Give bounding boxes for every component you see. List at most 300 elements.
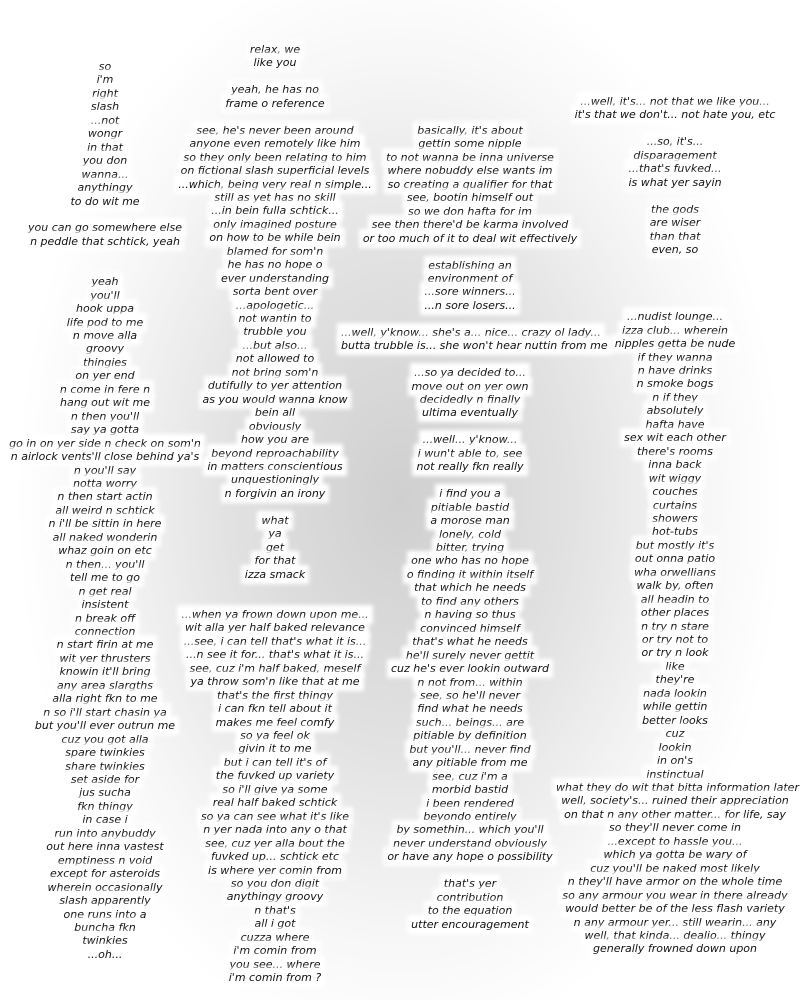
verse-line-text: see, bootin himself out (406, 191, 534, 205)
verse-line-text: the gods (651, 202, 699, 216)
verse-line-text: tell me to go (70, 571, 140, 585)
verse-line-text: wit wiggy (648, 471, 702, 485)
verse-line-text: or try n look (641, 646, 709, 660)
verse-line (555, 404, 795, 417)
verse-line-text: n that's (254, 903, 296, 917)
verse-line-text: n move alla (72, 329, 138, 343)
verse-line-text: they're (655, 673, 695, 687)
verse-line-text: environment of (427, 271, 513, 285)
verse-line (555, 539, 795, 552)
verse-line-text: like you (253, 56, 297, 70)
verse-line-text: ever understanding (220, 271, 330, 285)
verse-line-text: makes me feel comfy (215, 715, 335, 729)
verse-line-text: relax, we (249, 43, 301, 56)
verse-line-text: anythingy groovy (226, 890, 324, 904)
verse-line-text: to do wit me (70, 194, 140, 208)
verse-line (175, 958, 375, 971)
verse-line (555, 633, 795, 646)
verse-line (555, 337, 795, 350)
verse-line (555, 135, 795, 148)
verse-line-text: so you don digit (230, 877, 320, 891)
verse-line (555, 472, 795, 485)
verse-line-text: in matters conscientious (207, 460, 343, 474)
verse-line-text: slash (90, 100, 120, 114)
poem-column-right (555, 95, 799, 956)
verse-line-text: any area slargths (56, 678, 154, 692)
verse-line-text: blamed for som'n (226, 244, 324, 258)
verse-line-text: anythingy (77, 181, 133, 195)
verse-line-text: basically, it's about (417, 124, 523, 137)
verse-line-text: see, cuz yer alla bout the (205, 836, 345, 850)
verse-line-text: so any armour you wear in there already (562, 888, 788, 902)
verse-line-text: or have any hope o possibility (387, 850, 553, 864)
verse-line-text: disparagement (633, 148, 717, 162)
verse-line (555, 875, 795, 888)
verse-line-text: i'm comin from ? (228, 971, 322, 985)
verse-line-text: a morose man (430, 514, 510, 528)
verse-line-text: all weird n schtick (55, 503, 155, 517)
verse-line-text: for that (254, 554, 296, 568)
verse-line (555, 243, 795, 256)
verse-line (555, 485, 795, 498)
verse-line-text: knowin it'll bring (59, 665, 151, 679)
verse-line-text: pitiable bastid (430, 500, 510, 514)
verse-line (175, 971, 375, 984)
verse-line (555, 848, 795, 861)
verse-line-text: curtains (652, 498, 698, 512)
verse-line-text: like (665, 659, 685, 673)
verse-line-text: ultima eventually (421, 406, 518, 420)
verse-line-text: cuz you'll be naked most likely (590, 861, 760, 875)
verse-line (555, 203, 795, 216)
verse-line-text: or too much of it to deal wit effectively (362, 231, 578, 245)
verse-line-text: he has no hope o (227, 258, 323, 272)
verse-line-text: see, so he'll never (419, 688, 521, 702)
verse-line-text: ...n see it for... that's what it is... (186, 648, 364, 662)
verse-line-text: hook uppa (76, 302, 134, 316)
verse-line (555, 620, 795, 633)
verse-line-text: so creating a qualifier for that (387, 177, 553, 191)
verse-line (555, 108, 795, 121)
stanza-gap (175, 70, 375, 83)
verse-line-text: dutifully to yer attention (207, 379, 343, 393)
verse-line-text: in that (87, 140, 123, 154)
verse-line-text: all naked wonderin (52, 530, 158, 544)
verse-line-text: izza club... wherein (622, 323, 728, 337)
verse-line-text: that's yer (443, 877, 497, 891)
verse-line (175, 97, 375, 110)
verse-line-text: ...n sore losers... (424, 298, 516, 312)
verse-line-text: would better be of the less flash variety (565, 902, 785, 916)
verse-line-text: not really fkn really (416, 460, 524, 474)
verse-line (555, 673, 795, 686)
verse-line-text: wherein occasionally (47, 880, 163, 894)
verse-line-text: hot-tubs (652, 525, 698, 539)
verse-line-text: still as yet has no skill (214, 190, 336, 204)
verse-line-text: to find any others (421, 594, 519, 608)
verse-line-text: groovy (86, 342, 124, 356)
verse-line-text: all i got (254, 917, 296, 931)
verse-line-text: n try n stare (641, 619, 709, 633)
verse-line-text: out onna patio (634, 552, 716, 566)
verse-line-text: in case i (82, 813, 128, 827)
verse-line-text: so they only been relating to him (183, 150, 367, 164)
verse-line (555, 351, 795, 364)
verse-line-text: connection (74, 624, 136, 638)
verse-line-text: life pod to me (66, 315, 144, 329)
verse-line-text: ya (268, 527, 282, 541)
verse-line-text: instinctual (646, 767, 704, 781)
verse-line-text: cuz he's ever lookin outward (390, 662, 549, 676)
verse-line-text: but you'll... never find (409, 742, 531, 756)
verse-line (555, 646, 795, 659)
verse-line-text: thingies (83, 355, 127, 369)
verse-line-text: is where yer comin from (208, 863, 342, 877)
verse-line (555, 458, 795, 471)
verse-line-text: i find you a (439, 487, 501, 501)
verse-line-text: couches (652, 485, 698, 499)
verse-line-text: except for asteroids (49, 867, 161, 881)
verse-line (555, 230, 795, 243)
verse-line-text: n they'll have armor on the whole time (567, 875, 783, 889)
verse-line-text: inna back (648, 458, 702, 472)
verse-line (555, 700, 795, 713)
verse-line (555, 310, 795, 323)
verse-line-text: n not from... within (417, 675, 523, 689)
verse-line-text: see, cuz i'm half baked, meself (189, 661, 361, 675)
verse-line-text: other places (640, 606, 710, 620)
verse-line-text: n get real (78, 584, 132, 598)
verse-line-text: cuzza where (240, 930, 310, 944)
verse-line-text: n start firin at me (56, 638, 154, 652)
verse-line-text: generally frowned down upon (592, 942, 758, 956)
verse-line-text: n have drinks (637, 363, 713, 377)
verse-line-text: but i can tell it's of (223, 755, 327, 769)
verse-line-text: as you would wanna know (202, 392, 348, 406)
verse-line-text: n so i'll start chasin ya (43, 705, 167, 719)
verse-line-text: walk by, often (636, 579, 714, 593)
verse-line-text: n yer nada into any o that (203, 823, 347, 837)
verse-line-text: you can go somewhere else (28, 221, 182, 235)
verse-line-text: on fictional slash superficial levels (180, 164, 370, 178)
verse-line-text: share twinkies (65, 759, 145, 773)
verse-line-text: n break off (74, 611, 136, 625)
verse-line-text: hang out wit me (59, 396, 151, 410)
verse-line-text: nada lookin (643, 686, 707, 700)
verse-line (555, 687, 795, 700)
verse-line-text: so ya feel ok (240, 729, 310, 743)
verse-line-text: hafta have (645, 417, 705, 431)
verse-line-text: not allowed to (235, 352, 315, 366)
verse-line-text: wongr (87, 127, 123, 141)
verse-line-text: ...well, y'know... she's a... nice... crazy ol lady... (341, 325, 601, 339)
verse-line-text: one runs into a (63, 907, 147, 921)
verse-line-text: notta worry (73, 477, 137, 490)
verse-line-text: wanna... (81, 167, 129, 181)
verse-line-text: he'll surely never gettit (405, 648, 535, 662)
verse-line-text: showers (652, 511, 698, 525)
verse-line (555, 714, 795, 727)
verse-line-text: i'm comin from (233, 944, 317, 958)
verse-line (555, 377, 795, 390)
verse-line-text: unquestioningly (230, 473, 320, 487)
verse-line (555, 324, 795, 337)
verse-line-text: gettin some nipple (418, 137, 522, 151)
verse-line-text: ...sore winners... (424, 285, 516, 299)
verse-line-text: n airlock vents'll close behind ya's (10, 450, 200, 464)
verse-line-text: cuz (665, 727, 685, 741)
verse-line-text: utter encouragement (411, 917, 529, 931)
verse-line-text: even, so (651, 242, 699, 256)
verse-line (555, 889, 795, 902)
verse-line-text: fuvked up... schtick etc (210, 850, 340, 864)
verse-line-text: sex wit each other (624, 431, 726, 445)
verse-line (175, 944, 375, 957)
verse-line-text: wit yer thrusters (59, 651, 151, 665)
verse-line-text: lookin (658, 740, 692, 754)
verse-line-text: you see... where (229, 957, 321, 971)
verse-line-text: ...that's fuvked... (628, 162, 722, 176)
verse-line-text: i wun't able to, see (417, 446, 523, 460)
verse-line-text: there's rooms (636, 444, 714, 458)
verse-line-text: spare twinkies (65, 746, 145, 760)
stanza-gap (555, 189, 795, 202)
verse-line-text: ...so, it's... (646, 135, 704, 149)
verse-line-text: on that n any other matter... for life, say (564, 807, 786, 821)
verse-line (555, 552, 795, 565)
verse-line-text: sorta bent over (232, 285, 318, 299)
verse-line-text: to the equation (427, 904, 513, 918)
verse-line-text: are wiser (649, 216, 701, 230)
verse-line-text: run into anybuddy (54, 826, 156, 840)
verse-line-text: n if they (652, 390, 698, 404)
verse-line (555, 216, 795, 229)
verse-line-text: so (98, 60, 112, 73)
verse-line-text: where nobuddy else wants im (387, 164, 553, 178)
stanza-gap (555, 256, 795, 269)
verse-line-text: so we don hafta for im (408, 204, 532, 218)
verse-line (555, 660, 795, 673)
verse-line (555, 525, 795, 538)
verse-line-text: better looks (642, 713, 708, 727)
verse-line-text: ...when ya frown down upon me... (181, 607, 369, 621)
verse-line-text: so i'll give ya some (222, 782, 328, 796)
verse-line (555, 418, 795, 431)
verse-line-text: if they wanna (637, 350, 713, 364)
verse-line (555, 391, 795, 404)
verse-line (555, 916, 795, 929)
verse-line-text: n come in fere n (59, 382, 151, 396)
verse-line-text: set aside for (70, 772, 140, 786)
verse-line-text: butta trubble is... she won't hear nuttin from me (341, 339, 608, 353)
verse-line (555, 754, 795, 767)
verse-line (555, 781, 799, 795)
verse-line-text: cuz you got alla (61, 732, 149, 746)
verse-line-text: nipples getta be nude (614, 337, 736, 351)
verse-line-text: wha orwellians (634, 565, 716, 579)
verse-line-text: one who has no hope (411, 554, 529, 568)
verse-line-text: ...except to hassle you... (607, 834, 743, 848)
verse-line-text: that's what he needs (412, 635, 528, 649)
verse-line-text: see, he's never been around (196, 123, 354, 137)
verse-line-text: n smoke bogs (636, 377, 714, 391)
verse-line (555, 821, 795, 834)
verse-line (555, 566, 795, 579)
verse-line-text: ...well, it's... not that we like you... (580, 95, 770, 108)
verse-line (555, 499, 795, 512)
verse-line-text: ...oh... (87, 947, 123, 961)
verse-line-text: n then you'll (70, 409, 140, 423)
verse-line (555, 835, 795, 848)
verse-line-text: whaz goin on etc (58, 544, 152, 558)
verse-line-text: in on's (657, 754, 693, 768)
verse-line-text: pitiable by definition (413, 729, 527, 743)
verse-line-text: bein all (254, 406, 296, 420)
verse-line-text: how you are (241, 433, 309, 447)
verse-line-text: trubble you (243, 325, 307, 339)
verse-line-text: than that (649, 229, 701, 243)
verse-line-text: slash apparently (59, 894, 151, 908)
verse-line-text: right (92, 86, 118, 100)
verse-line (175, 931, 375, 944)
verse-line-text: frame o reference (225, 96, 325, 110)
verse-line-text: bitter, trying (435, 540, 505, 554)
verse-line-text: n any armour yer... still wearin... any (573, 915, 777, 929)
stanza-gap (555, 270, 795, 283)
verse-line (555, 741, 795, 754)
verse-line-text: say ya gotta (70, 423, 140, 437)
stanza-gap (555, 297, 795, 310)
verse-line-text: i been rendered (426, 796, 514, 810)
verse-line (555, 794, 795, 807)
verse-line-text: yeah, he has no (231, 83, 319, 97)
verse-line (175, 43, 375, 56)
verse-line-text: you'll (90, 288, 120, 302)
verse-line-text: n having so thus (424, 608, 516, 622)
verse-line-text: on yer end (75, 369, 135, 383)
verse-line-text: well, that kinda... dealio... thingy (584, 929, 766, 942)
verse-line-text: to not wanna be inna universe (386, 150, 554, 164)
verse-line-text: it's that we don't... not hate you, etc (574, 108, 776, 122)
verse-line (555, 176, 795, 189)
verse-line-text: never understand obviously (393, 836, 547, 850)
verse-line-text: not wantin to (238, 312, 312, 326)
verse-line-text: or try not to (641, 633, 709, 647)
verse-line-text: such... beings... are (415, 715, 525, 729)
verse-line-text: real half baked schtick (212, 796, 338, 810)
verse-line-text: ...which, being very real n simple... (178, 177, 372, 191)
verse-line-text: buncha fkn (74, 920, 136, 934)
stanza-gap (175, 110, 375, 123)
verse-line-text: while gettin (642, 700, 708, 714)
verse-line-text: not bring som'n (231, 365, 319, 379)
verse-line-text: go in on yer side n check on som'n (9, 436, 201, 450)
verse-line-text: obviously (248, 419, 302, 433)
verse-line-text: on how to be while bein (209, 231, 341, 245)
verse-line (555, 445, 795, 458)
stanza-gap (555, 122, 795, 135)
verse-line-text: yeah (91, 275, 119, 289)
verse-line-text: you don (82, 154, 128, 168)
verse-line-text: i can fkn tell about it (218, 702, 332, 716)
verse-line-text: find what he needs (417, 702, 523, 716)
verse-line (555, 808, 795, 821)
verse-line-text: lonely, cold (438, 527, 502, 541)
verse-line (555, 579, 795, 592)
verse-line-text: by somethin... which you'll (396, 823, 544, 837)
verse-line-text: see then there'd be karma involved (371, 218, 569, 232)
verse-line-text: fkn thingy (77, 799, 133, 813)
verse-line-text: ...in bein fulla schtick... (211, 204, 339, 218)
verse-line-text: i'm (96, 73, 114, 87)
verse-line (555, 149, 795, 162)
verse-line-text: absolutely (646, 404, 704, 418)
verse-line-text: n i'll be sittin in here (48, 517, 162, 531)
verse-line-text: which ya gotta be wary of (603, 848, 747, 862)
verse-line-text: morbid bastid (431, 783, 509, 797)
verse-line (555, 162, 795, 175)
verse-line-text: jus sucha (79, 786, 131, 800)
verse-line-text: n then... you'll (65, 557, 145, 571)
verse-line (555, 606, 795, 619)
verse-line-text: that which he needs (414, 581, 526, 595)
verse-line (555, 512, 795, 525)
verse-line-text: contribution (436, 890, 504, 904)
verse-line-text: ...apologetic... (235, 298, 315, 312)
verse-line-text: n you'll say (73, 463, 137, 477)
verse-line-text: establishing an (428, 258, 512, 272)
verse-line-text: insistent (81, 598, 129, 612)
verse-line-text: ...nudist lounge... (627, 310, 723, 324)
verse-line-text: beyond reproachability (211, 446, 339, 460)
verse-line-text: so ya can see what it's like (200, 809, 350, 823)
verse-line-text: ...so ya decided to... (414, 366, 526, 380)
verse-line (175, 56, 375, 69)
verse-line (555, 95, 795, 108)
verse-line-text: out here inna vastest (46, 840, 164, 854)
verse-line-text: ...but also... (242, 338, 308, 352)
verse-line-text: only imagined posture (213, 217, 337, 231)
verse-line-text: that's the first thingy (216, 688, 334, 702)
stanza-gap (555, 283, 795, 296)
verse-line-text: any pitiable from me (412, 756, 528, 770)
verse-line-text: o finding it within itself (406, 567, 534, 581)
verse-line-text: ...see, i can tell that's what it is... (183, 634, 367, 648)
verse-line (555, 431, 795, 444)
verse-line-text: move out on yer own (411, 379, 529, 393)
verse-line (555, 768, 795, 781)
verse-line-text: get (265, 540, 285, 554)
verse-line (555, 862, 795, 875)
verse-line-text: but mostly it's (635, 538, 715, 552)
verse-line (175, 83, 375, 96)
verse-line (555, 929, 795, 942)
verse-line-text: well, society's... ruined their appreciation (561, 794, 789, 808)
verse-line-text: what (261, 513, 289, 527)
verse-line-text: all headin to (640, 592, 710, 606)
verse-line (555, 902, 795, 915)
verse-line-text: ya throw som'n like that at me (190, 675, 360, 689)
verse-line-text: ...well... y'know... (422, 433, 518, 447)
verse-line-text: so they'll never come in (609, 821, 741, 835)
verse-line-text: what they do wit that bitta information later (556, 781, 799, 795)
verse-line-text: but you'll ever outrun me (34, 719, 176, 733)
verse-line-text: alla right fkn to me (52, 692, 158, 706)
verse-line-text: convinced himself (420, 621, 520, 635)
verse-line-text: givin it to me (238, 742, 312, 756)
verse-line-text: beyondo entirely (423, 810, 517, 824)
verse-line (555, 593, 795, 606)
